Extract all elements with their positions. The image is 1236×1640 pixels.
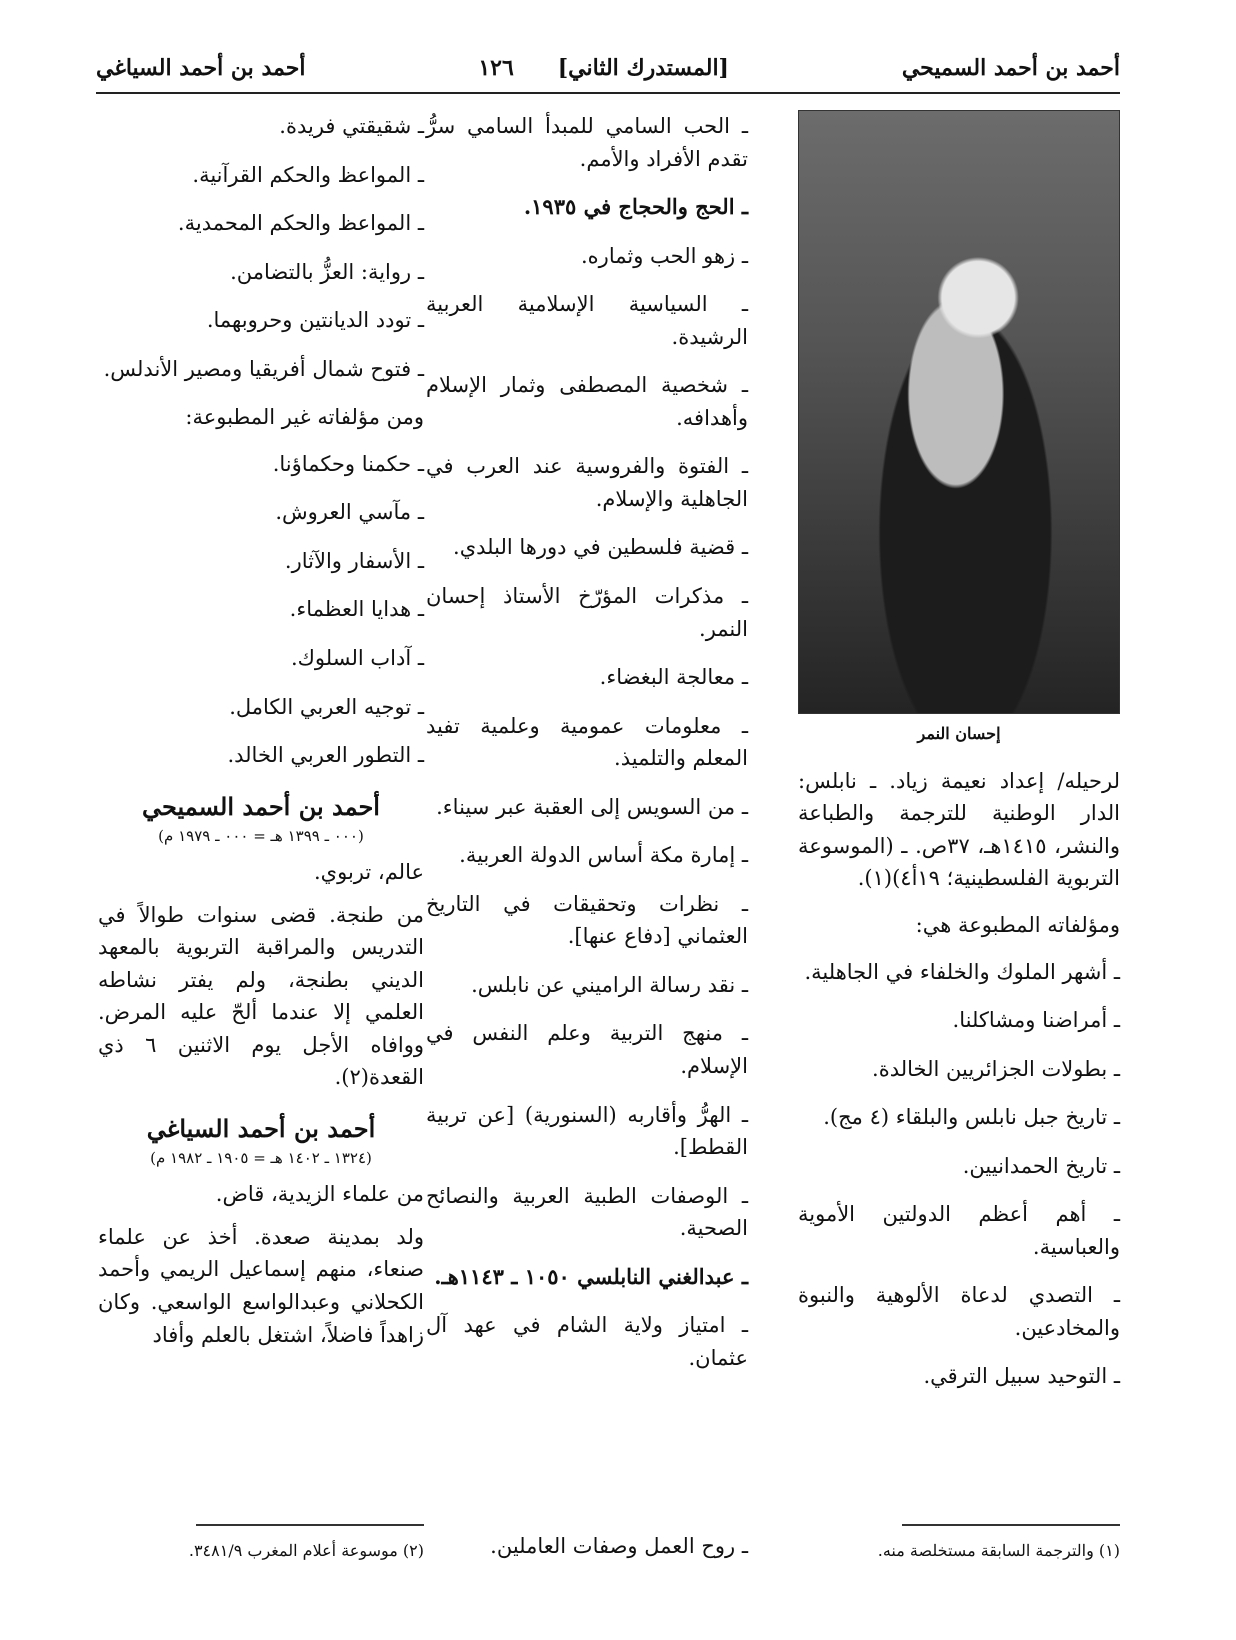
header-center-title: [المستدرك الثاني] <box>557 55 729 81</box>
middle-item-14: ـ نقد رسالة الراميني عن نابلس. <box>471 972 748 997</box>
right-item-4: ـ تاريخ جبل نابلس والبلقاء (٤ مج). <box>823 1105 1120 1130</box>
left-footnote-rule <box>196 1524 424 1526</box>
left-top-item-1: ـ شقيقتي فريدة. <box>279 114 424 138</box>
right-footnote: (١) والترجمة السابقة مستخلصة منه. <box>877 1541 1120 1560</box>
middle-item-15: ـ منهج التربية وعلم النفس في الإسلام. <box>426 1021 748 1079</box>
middle-item-16: ـ الهرُّ وأقاربه (السنورية) [عن تربية القطط]. <box>426 1102 748 1160</box>
right-paragraph-1: لرحيله/ إعداد نعيمة زياد. ـ نابلس: الدار الوطنية للترجمة والطباعة والنشر، ١٤١٥هـ، ٣٧ص. ـ (الموسوعة التربوية الفلسطينية؛ ١٩أ٤)(١). <box>798 768 1120 891</box>
right-item-3: ـ بطولات الجزائريين الخالدة. <box>872 1056 1120 1081</box>
right-paragraph-2: ومؤلفاته المطبوعة هي: <box>915 912 1120 937</box>
portrait-photo <box>798 110 1120 714</box>
middle-item-9: ـ معالجة البغضاء. <box>599 665 748 690</box>
middle-footer-item: ـ روح العمل وصفات العاملين. <box>490 1534 748 1558</box>
left-top-item-3: ـ المواعظ والحكم المحمدية. <box>177 211 424 236</box>
person-2-dates: (١٣٢٤ ـ ١٤٠٢ هـ = ١٩٠٥ ـ ١٩٨٢ م) <box>150 1149 372 1168</box>
left-column <box>98 110 424 1365</box>
middle-item-11: ـ من السويس إلى العقبة عبر سيناء. <box>436 794 748 819</box>
header-center <box>478 55 729 81</box>
left-unpublished-item-6: ـ توجيه العربي الكامل. <box>229 694 424 719</box>
middle-item-2: ـ الحج والحجاج في ١٩٣٥. <box>523 194 748 220</box>
header-right-title: أحمد بن أحمد السميحي <box>901 55 1120 81</box>
person-1-role: عالم، تربوي. <box>314 860 424 885</box>
middle-item-19: ـ امتياز ولاية الشام في عهد آل عثمان. <box>426 1313 748 1370</box>
middle-item-10: ـ معلومات عمومية وعلمية تفيد المعلم والتلميذ. <box>426 713 748 771</box>
right-column <box>798 110 1120 1409</box>
left-unpublished-item-3: ـ الأسفار والآثار. <box>284 548 424 573</box>
middle-item-3: ـ زهو الحب وثماره. <box>581 243 748 268</box>
middle-item-1: ـ الحب السامي للمبدأ السامي سرُّ تقدم الأفراد والأمم. <box>426 114 748 171</box>
middle-item-5: ـ شخصية المصطفى وثمار الإسلام وأهدافه. <box>426 373 748 430</box>
person-1-name: أحمد بن أحمد السميحي <box>142 791 380 821</box>
left-top-item-6: ـ فتوح شمال أفريقيا ومصير الأندلس. <box>103 356 424 381</box>
middle-item-8: ـ مذكرات المؤرّخ الأستاذ إحسان النمر. <box>426 584 748 641</box>
right-item-1: ـ أشهر الملوك والخلفاء في الجاهلية. <box>804 959 1120 984</box>
middle-item-12: ـ إمارة مكة أساس الدولة العربية. <box>459 843 748 868</box>
person-2-name: أحمد بن أحمد السياغي <box>146 1113 376 1143</box>
person-2-role: من علماء الزيدية، قاض. <box>215 1182 424 1207</box>
right-item-6: ـ أهم أعظم الدولتين الأموية والعباسية. <box>798 1202 1120 1259</box>
right-item-2: ـ أمراضنا ومشاكلنا. <box>952 1008 1120 1033</box>
person-1-bio: من طنجة. قضى سنوات طوالاً في التدريس والمراقبة التربوية بالمعهد الديني بطنجة، ولم يفتر نشاطه العلمي إلا عندما ألحّ عليه المرض. ووافاه الأجل يوم الاثنين ٦ ذي القعدة(٢). <box>98 902 424 1090</box>
left-unpublished-item-1: ـ حكمنا وحكماؤنا. <box>272 451 424 476</box>
header-left-title: أحمد بن أحمد السياغي <box>96 55 306 81</box>
middle-item-4: ـ السياسية الإسلامية العربية الرشيدة. <box>426 292 748 349</box>
middle-item-7: ـ قضية فلسطين في دورها البلدي. <box>453 535 748 560</box>
left-footnote: (٢) موسوعة أعلام المغرب ٣٤٨١/٩. <box>188 1541 424 1560</box>
middle-item-13: ـ نظرات وتحقيقات في التاريخ العثماني [دفاع عنها]. <box>426 891 748 949</box>
left-unpublished-item-7: ـ التطور العربي الخالد. <box>227 743 424 768</box>
right-item-8: ـ التوحيد سبيل الترقي. <box>923 1364 1120 1389</box>
left-unpublished-item-5: ـ آداب السلوك. <box>290 646 424 671</box>
right-item-7: ـ التصدي لدعاة الألوهية والنبوة والمخادعين. <box>798 1283 1120 1340</box>
middle-item-6: ـ الفتوة والفروسية عند العرب في الجاهلية والإسلام. <box>426 454 748 511</box>
left-unpublished-item-4: ـ هدايا العظماء. <box>289 597 424 622</box>
page-number: ١٢٦ <box>478 55 514 81</box>
left-unpublished-item-2: ـ مآسي العروش. <box>275 500 424 525</box>
right-footnote-rule <box>902 1524 1120 1526</box>
middle-column <box>426 110 748 1390</box>
right-item-5: ـ تاريخ الحمدانيين. <box>962 1153 1120 1178</box>
page-header <box>96 44 1120 94</box>
photo-caption: إحسان النمر <box>917 724 1001 743</box>
left-top-item-4: ـ رواية: العزُّ بالتضامن. <box>230 259 424 284</box>
left-top-item-2: ـ المواعظ والحكم القرآنية. <box>192 162 424 187</box>
person-2-bio: ولد بمدينة صعدة. أخذ عن علماء صنعاء، منهم إسماعيل الريمي وأحمد الكحلاني وعبدالواسع الواسعي. وكان زاهداً فاضلاً، اشتغل بالعلم وأفاد <box>98 1224 424 1347</box>
middle-item-17: ـ الوصفات الطبية العربية والنصائح الصحية. <box>426 1183 748 1241</box>
person-1-dates: (٠٠٠ ـ ١٣٩٩ هـ = ٠٠٠ ـ ١٩٧٩ م) <box>158 826 364 845</box>
middle-item-18: ـ عبدالغني النابلسي ١٠٥٠ ـ ١١٤٣هـ. <box>434 1263 748 1289</box>
unpublished-intro: ومن مؤلفاته غير المطبوعة: <box>185 405 424 430</box>
left-top-item-5: ـ تودد الديانتين وحروبهما. <box>206 308 424 333</box>
